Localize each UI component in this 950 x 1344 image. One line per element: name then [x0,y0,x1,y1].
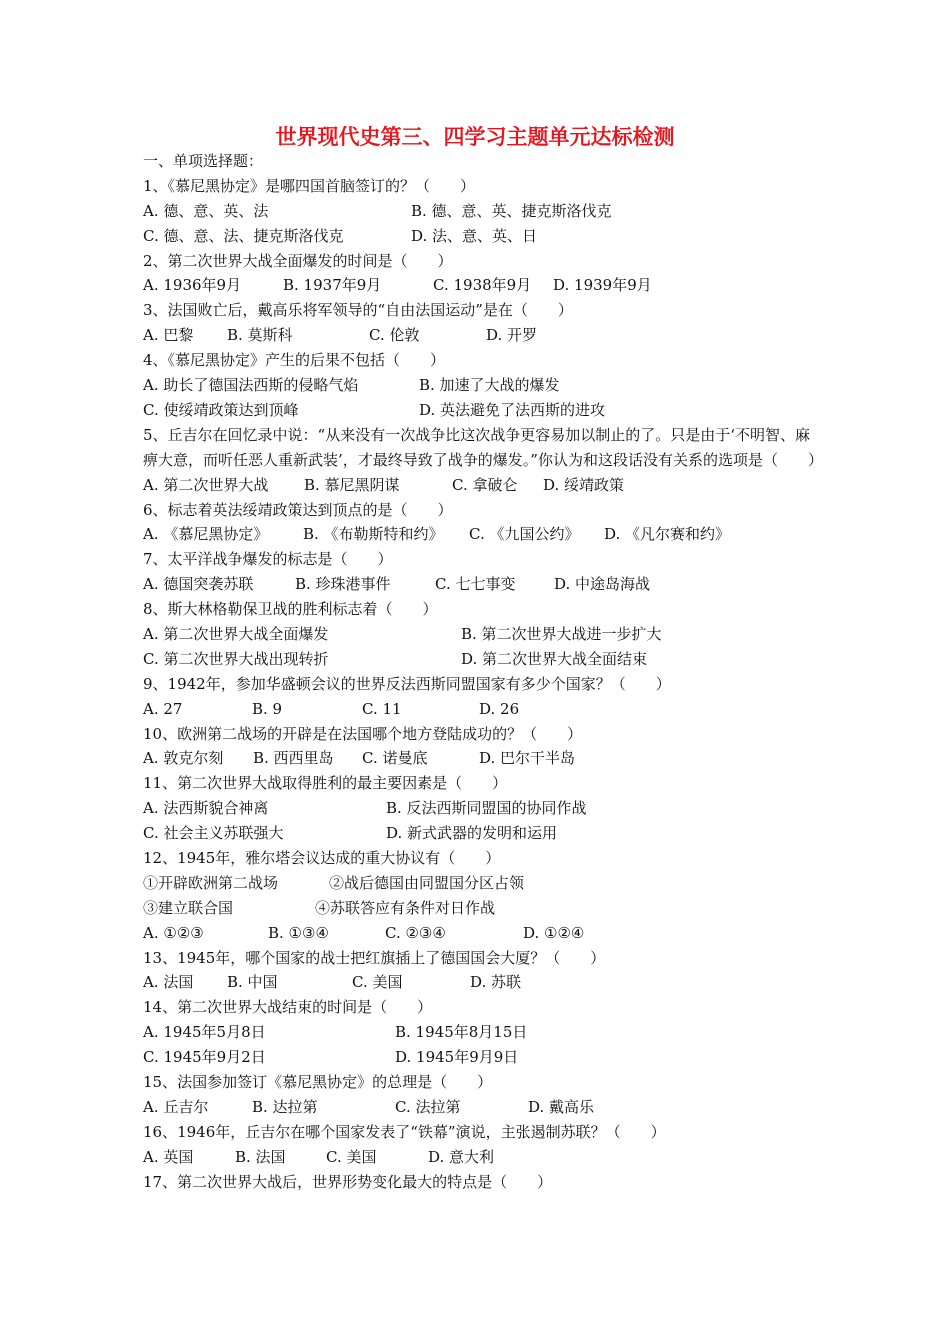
option-row [143,796,823,821]
option-row [143,473,823,498]
answer-option: A. 法国 [143,973,194,992]
answer-option: B. 德、意、英、捷克斯洛伐克 [411,201,612,220]
option-row [143,1020,823,1045]
option-row [143,871,823,896]
answer-option: D. 戴高乐 [528,1097,595,1116]
answer-option: C. 1938年9月 [433,276,532,295]
question-text: 11、第二次世界大战取得胜利的最主要因素是（ ） [143,774,508,793]
question-text: 9、1942年，参加华盛顿会议的世界反法西斯同盟国家有多少个国家？（ ） [143,674,671,693]
answer-option: B. 法国 [235,1147,286,1166]
answer-option: D. 新式武器的发明和运用 [386,824,558,843]
answer-option: D. 26 [479,699,520,718]
answer-option: A. 法西斯貌合神离 [143,799,269,818]
answer-option: B. 中国 [227,973,278,992]
answer-option: ③建立联合国 [143,898,234,917]
answer-option: D. 绥靖政策 [543,475,625,494]
answer-option: D. 1945年9月9日 [395,1048,519,1067]
answer-option: C. 1945年9月2日 [143,1048,266,1067]
page-title: 世界现代史第三、四学习主题单元达标检测 [275,124,675,149]
answer-option: C. ②③④ [385,923,446,942]
answer-option: C. 社会主义苏联强大 [143,824,284,843]
question-list [143,149,823,1194]
answer-option: D. 开罗 [486,326,538,345]
answer-option: B. 反法西斯同盟国的协同作战 [386,799,587,818]
question-text: 2、第二次世界大战全面爆发的时间是（ ） [143,251,453,270]
question-text: 6、标志着英法绥靖政策达到顶点的是（ ） [143,500,453,519]
answer-option: C. 七七事变 [435,575,516,594]
option-row [143,821,823,846]
option-row [143,746,823,771]
answer-option: D. 苏联 [470,973,522,992]
question-text: 8、斯大林格勒保卫战的胜利标志着（ ） [143,600,438,619]
answer-option: C. 使绥靖政策达到顶峰 [143,400,299,419]
answer-option: D. 1939年9月 [553,276,652,295]
option-row [143,522,823,547]
question-text: 7、太平洋战争爆发的标志是（ ） [143,550,393,569]
question-text: 13、1945年，哪个国家的战士把红旗插上了德国国会大厦？（ ） [143,948,606,967]
answer-option: C. 11 [362,699,402,718]
answer-option: A. 丘吉尔 [143,1097,209,1116]
answer-option: D. 第二次世界大战全面结束 [461,649,648,668]
option-row [143,273,823,298]
answer-option: B. 第二次世界大战进一步扩大 [461,624,662,643]
answer-option: A. 德、意、英、法 [143,201,269,220]
answer-option: D. 巴尔干半岛 [479,749,576,768]
answer-option: ④苏联答应有条件对日作战 [315,898,496,917]
answer-option: A. ①②③ [143,923,204,942]
answer-option: B. 莫斯科 [227,326,293,345]
answer-option: ②战后德国由同盟国分区占领 [329,873,525,892]
option-row [143,1095,823,1120]
answer-option: A. 英国 [143,1147,194,1166]
question-text: 3、法国败亡后，戴高乐将军领导的“自由法国运动”是在（ ） [143,301,573,320]
answer-option: B. 加速了大战的爆发 [419,376,560,395]
answer-option: B. 1945年8月15日 [395,1023,528,1042]
answer-option: C. 第二次世界大战出现转折 [143,649,329,668]
option-row [143,896,823,921]
option-row [143,921,823,946]
answer-option: A. 1936年9月 [143,276,242,295]
answer-option: C. 美国 [326,1147,377,1166]
answer-option: C. 拿破仑 [452,475,518,494]
answer-option: ①开辟欧洲第二战场 [143,873,279,892]
question-text: 15、法国参加签订《慕尼黑协定》的总理是（ ） [143,1072,493,1091]
question-text: 14、第二次世界大战结束的时间是（ ） [143,998,433,1017]
option-row [143,970,823,995]
answer-option: A. 巴黎 [143,326,194,345]
answer-option: C. 诺曼底 [362,749,428,768]
option-row [143,199,823,224]
question-text: 16、1946年，丘吉尔在哪个国家发表了“铁幕”演说，主张遏制苏联？（ ） [143,1122,666,1141]
answer-option: A. 助长了德国法西斯的侵略气焰 [143,376,359,395]
answer-option: A. 德国突袭苏联 [143,575,254,594]
answer-option: A. 第二次世界大战 [143,475,269,494]
answer-option: B. 西西里岛 [253,749,334,768]
option-row [143,697,823,722]
option-row [143,373,823,398]
answer-option: D. 英法避免了法西斯的进攻 [419,400,606,419]
answer-option: D. 《凡尔赛和约》 [604,525,731,544]
question-text: 12、1945年，雅尔塔会议达成的重大协议有（ ） [143,848,501,867]
answer-option: B. 珍珠港事件 [295,575,391,594]
answer-option: B. 9 [252,699,283,718]
answer-option: C. 伦敦 [369,326,420,345]
answer-option: A. 敦克尔刻 [143,749,224,768]
answer-option: B. 1937年9月 [283,276,382,295]
question-text: 5、丘吉尔在回忆录中说：“从来没有一次战争比这次战争更容易加以制止的了。只是由于‘不明智、麻痹大意，而听任恶人重新武装’，才最终导致了战争的爆发。”你认为和这段话没有关系的选项是（ ） [143,425,823,469]
question-text: 4、《慕尼黑协定》产生的后果不包括（ ） [143,351,446,370]
answer-option: D. ①②④ [523,923,585,942]
answer-option: B. 达拉第 [252,1097,318,1116]
answer-option: C. 《九国公约》 [469,525,580,544]
answer-option: A. 《慕尼黑协定》 [143,525,269,544]
option-row [143,398,823,423]
answer-option: D. 中途岛海战 [554,575,651,594]
option-row [143,224,823,249]
answer-option: A. 1945年5月8日 [143,1023,266,1042]
answer-option: A. 27 [143,699,183,718]
answer-option: D. 意大利 [428,1147,495,1166]
answer-option: B. ①③④ [268,923,329,942]
answer-option: C. 德、意、法、捷克斯洛伐克 [143,226,344,245]
option-row [143,572,823,597]
section-heading: 一、单项选择题： [143,152,264,170]
option-row [143,1145,823,1170]
question-text: 17、第二次世界大战后，世界形势变化最大的特点是（ ） [143,1172,553,1191]
answer-option: D. 法、意、英、日 [411,226,538,245]
option-row [143,323,823,348]
option-row [143,1045,823,1070]
answer-option: B. 慕尼黑阴谋 [304,475,400,494]
answer-option: A. 第二次世界大战全面爆发 [143,624,329,643]
answer-option: C. 法拉第 [395,1097,461,1116]
answer-option: C. 美国 [352,973,403,992]
option-row [143,647,823,672]
answer-option: B. 《布勒斯特和约》 [303,525,444,544]
question-text: 10、欧洲第二战场的开辟是在法国哪个地方登陆成功的？（ ） [143,724,583,743]
option-row [143,622,823,647]
question-text: 1、《慕尼黑协定》是哪四国首脑签订的？（ ） [143,176,476,195]
